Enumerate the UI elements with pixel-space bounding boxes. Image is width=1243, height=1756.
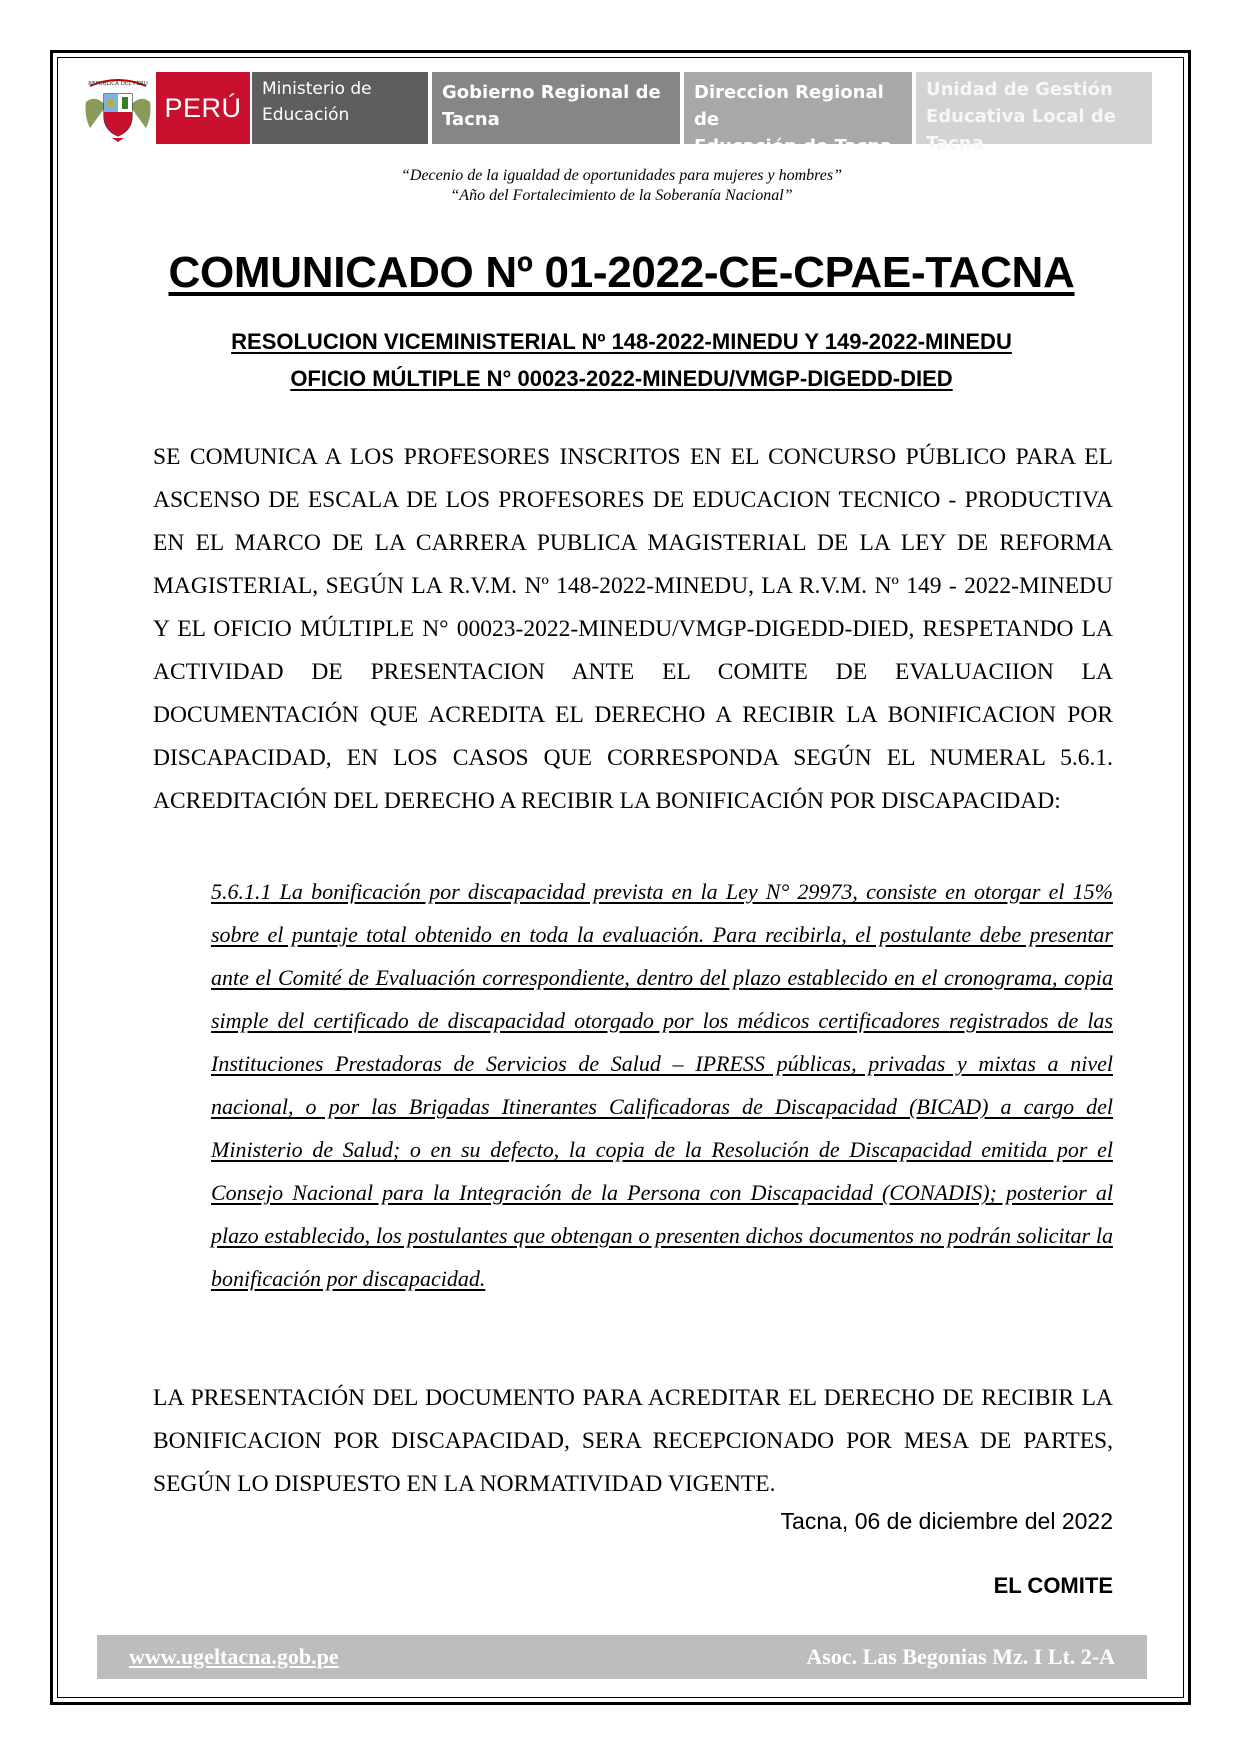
subtitle-resolucion: RESOLUCION VICEMINISTERIAL Nº 148-2022-MINEDU Y 149-2022-MINEDU <box>231 329 1012 354</box>
header-box-direccion-regional <box>684 72 912 157</box>
document-date: Tacna, 06 de diciembre del 2022 <box>780 1508 1113 1534</box>
page-footer <box>97 1635 1147 1679</box>
header-box-ugel <box>916 72 1152 154</box>
decenio-line: “Decenio de la igualdad de oportunidades para mujeres y hombres” <box>401 167 842 184</box>
header-box-direccion-line2: Educación de Tacna <box>694 136 893 157</box>
year-line: “Año del Fortalecimiento de la Soberanía Nacional” <box>450 187 793 204</box>
subtitle-oficio: OFICIO MÚLTIPLE N° 00023-2022-MINEDU/VMGP-DIGEDD-DIED <box>290 366 953 391</box>
quoted-regulation: 5.6.1.1 La bonificación por discapacidad prevista en la Ley N° 29973, consiste en otorgar el 15% sobre el puntaje total obtenido en toda la evaluación. Para recibirla, el postulante debe presentar ante el Comité de Evaluación correspondiente, dentro del plazo establecido en el cronograma, copia simple del certificado de discapacidad otorgado por los médicos certificadores registrados de las Instituciones Prestadoras de Servicios de Salud – IPRESS públicas, privadas y mixtas a nivel nacional, o por las Brigadas Itinerantes Calificadoras de Discapacidad (BICAD) a cargo del Ministerio de Salud; o en su defecto, la copia de la Resolución de Discapacidad emitida por el Consejo Nacional para la Integración de la Persona con Discapacidad (CONADIS); posterior al plazo establecido, los postulantes que obtengan o presenten dichos documentos no podrán solicitar la bonificación por discapacidad. <box>211 879 1113 1291</box>
coat-of-arms-icon <box>82 72 154 144</box>
year-denomination <box>0 166 1243 206</box>
crest-text: REPUBLICA DEL PERU <box>88 81 148 87</box>
header-box-gobierno-regional <box>432 72 680 144</box>
header-box-ugel-line1: Unidad de Gestión <box>926 79 1113 100</box>
header-box-ugel-line2: Educativa Local de Tacna <box>926 106 1116 154</box>
main-paragraph: SE COMUNICA A LOS PROFESORES INSCRITOS EN EL CONCURSO PÚBLICO PARA EL ASCENSO DE ESCALA DE LOS PROFESORES DE EDUCACION TECNICO - PRODUCTIVA EN EL MARCO DE LA CARRERA PUBLICA MAGISTERIAL DE LA LEY DE REFORMA MAGISTERIAL, SEGÚN LA R.V.M. Nº 148-2022-MINEDU, LA R.V.M. Nº 149 - 2022-MINEDU Y EL OFICIO MÚLTIPLE N° 00023-2022-MINEDU/VMGP-DIGEDD-DIED, RESPETANDO LA ACTIVIDAD DE PRESENTACION ANTE EL COMITE DE EVALUACIION LA DOCUMENTACIÓN QUE ACREDITA EL DERECHO A RECIBIR LA BONIFICACION POR DISCAPACIDAD, EN LOS CASOS QUE CORRESPONDA SEGÚN EL NUMERAL 5.6.1. ACREDITACIÓN DEL DERECHO A RECIBIR LA BONIFICACIÓN POR DISCAPACIDAD: <box>153 444 1113 814</box>
header-box-ministerio-line1: Ministerio de <box>262 79 372 99</box>
header-box-direccion-line1: Direccion Regional de <box>694 82 884 130</box>
peru-brand-block <box>156 72 250 144</box>
institution-header <box>82 72 1152 157</box>
closing-paragraph: LA PRESENTACIÓN DEL DOCUMENTO PARA ACREDITAR EL DERECHO DE RECIBIR LA BONIFICACION POR DISCAPACIDAD, SERA RECEPCIONADO POR MESA DE PARTES, SEGÚN LO DISPUESTO EN LA NORMATIVIDAD VIGENTE. <box>153 1385 1113 1497</box>
footer-website-link[interactable]: www.ugeltacna.gob.pe <box>129 1644 339 1669</box>
signature: EL COMITE <box>993 1573 1113 1598</box>
footer-address: Asoc. Las Begonias Mz. I Lt. 2-A <box>806 1644 1115 1669</box>
header-box-ministerio <box>252 72 428 144</box>
header-box-gobierno-line2: Tacna <box>442 109 500 130</box>
header-box-gobierno-line1: Gobierno Regional de <box>442 82 661 103</box>
document-title: COMUNICADO Nº 01-2022-CE-CPAE-TACNA <box>168 248 1075 297</box>
peru-label: PERÚ <box>164 92 242 123</box>
header-box-ministerio-line2: Educación <box>262 105 350 125</box>
